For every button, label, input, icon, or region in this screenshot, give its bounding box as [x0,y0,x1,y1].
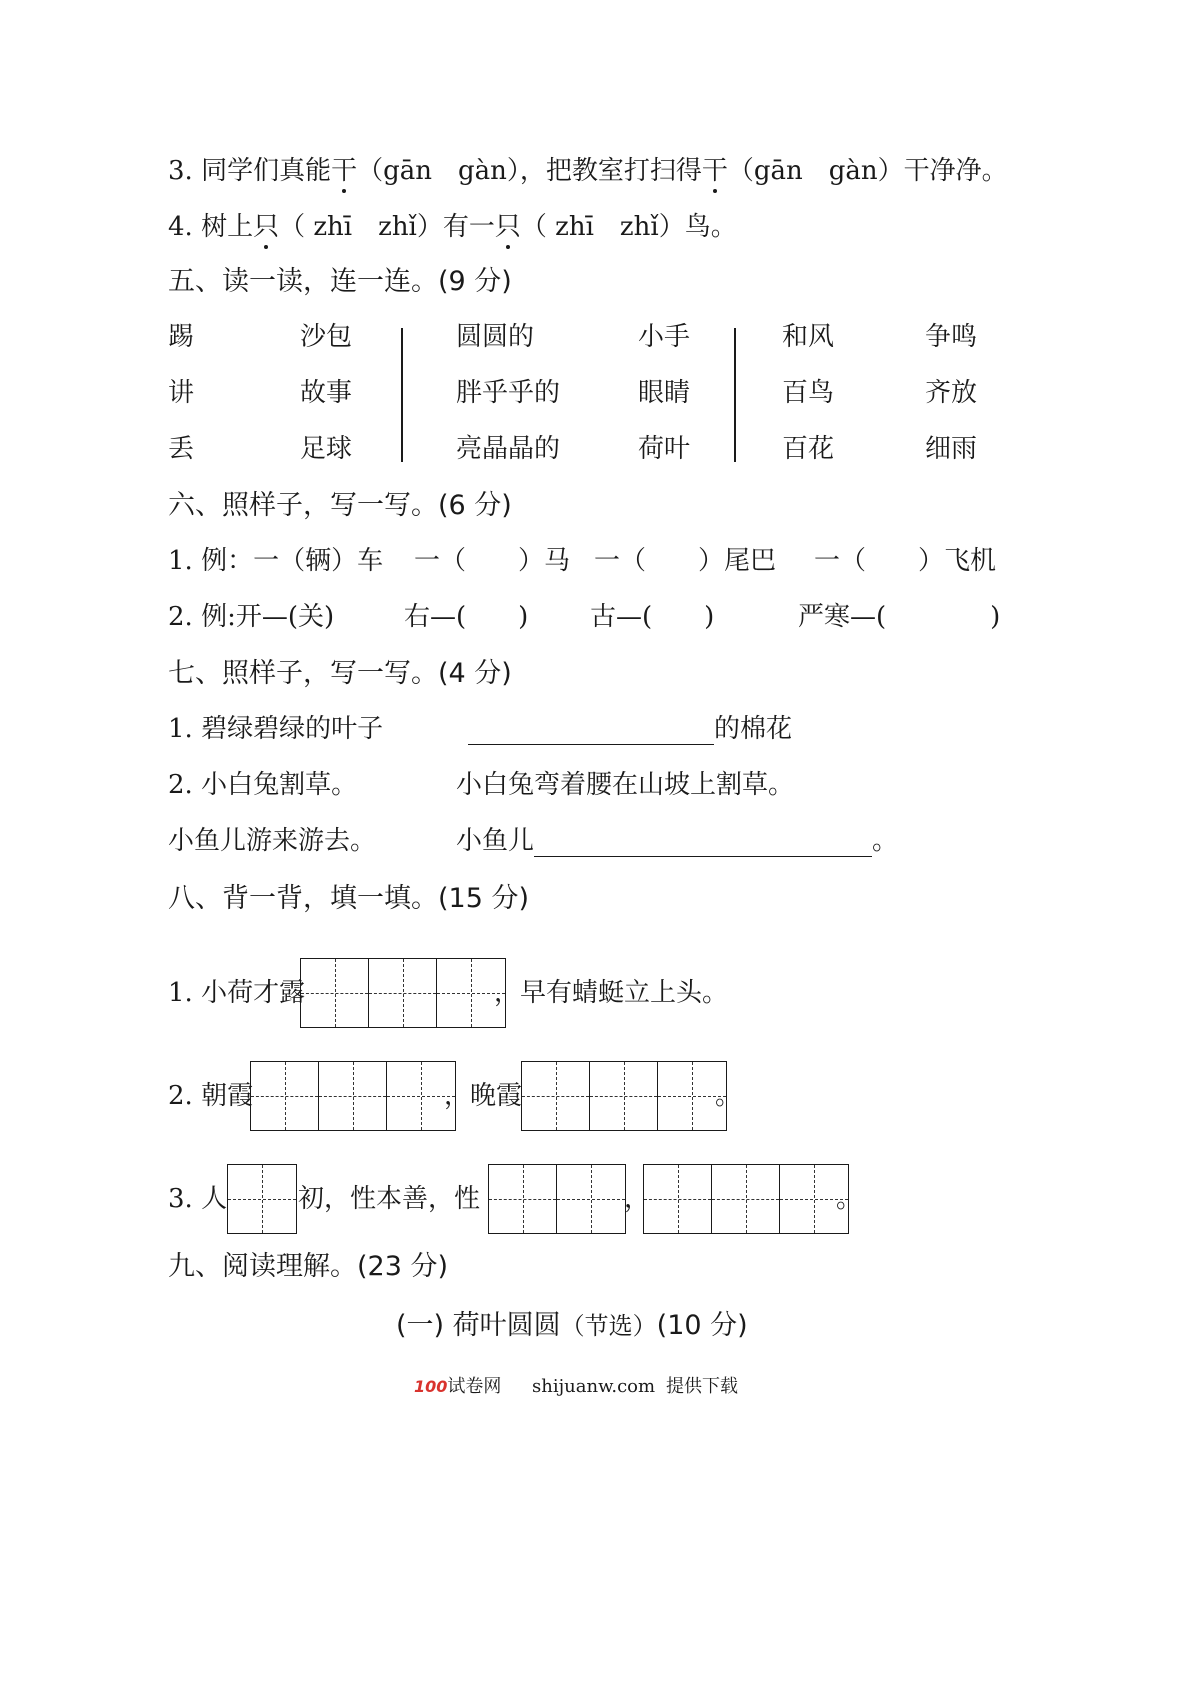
q4-dotted-char-1: 只 [253,212,280,242]
q4-text-d: （ zhī zhǐ）鸟。 [520,212,737,242]
grid-cell[interactable] [644,1165,712,1233]
s8-p3-grid-2[interactable] [488,1164,626,1234]
s8-p3-suffix: 。 [836,1184,863,1214]
footer-tagline: 提供下载 [666,1376,738,1397]
match-r0-c1: 沙包 [300,322,353,352]
match-r0-c4: 和风 [782,322,835,352]
grid-cell[interactable] [557,1165,625,1233]
section-8-title: 八、背一背，填一填。(15 分) [168,883,530,914]
s7-l2-expanded: 小白兔弯着腰在山坡上割草。 [456,770,795,800]
q4-dotted-char-2: 只 [494,212,521,242]
grid-cell[interactable] [590,1062,658,1130]
s9-passage-title [396,1309,748,1343]
match-r2-c3: 荷叶 [638,434,691,464]
s9-passage-score: (10 分) [656,1310,748,1341]
s8-p2-grid-1[interactable] [250,1061,456,1131]
s8-p3-prefix: 3. 人 [168,1184,228,1214]
grid-cell[interactable] [712,1165,780,1233]
s6-l2-blank-2: 古—( ) [590,602,715,632]
section-9-title: 九、阅读理解。(23 分) [168,1251,449,1282]
footer-brand [414,1376,501,1398]
s7-l3-suffix: 。 [872,826,899,856]
match-r2-c5: 细雨 [925,434,978,464]
footer-domain[interactable]: shijuanw.com [532,1376,656,1397]
s7-l1-blank-line[interactable] [468,718,714,745]
q3-text-b: （gān gàn），把教室打扫得 [357,156,702,186]
q4-text-a: 4. 树上 [168,212,254,242]
match-r1-c4: 百鸟 [782,378,835,408]
s8-p1-suffix: ，早有蜻蜓立上头。 [494,978,729,1008]
s8-p2-suffix: 。 [715,1081,742,1111]
question-3-line [168,155,1008,187]
s8-p1-prefix: 1. 小荷才露 [168,978,306,1008]
q3-dotted-char-2: 干 [701,156,728,186]
s6-l1-blank-2: 一（ ）尾巴 [594,546,777,576]
q4-text-b: （ zhī zhǐ）有一 [279,212,495,242]
match-r0-c5: 争鸣 [925,322,978,352]
s7-l1-answer [468,713,792,745]
q3-text-d: （gān gàn）干净净。 [727,156,1008,186]
question-4-line [168,211,737,243]
grid-cell[interactable] [369,959,437,1027]
s7-l3-prefix: 小鱼儿 [456,826,535,856]
s6-l1-blank-3: 一（ ）飞机 [814,546,997,576]
match-r2-c2: 亮晶晶的 [456,434,561,464]
site-logo: 100 [414,1377,448,1396]
s7-l3-blank-line[interactable] [534,830,872,857]
match-r1-c0: 讲 [168,378,195,408]
match-divider-2 [734,328,736,462]
s8-p3-comma: ， [624,1184,651,1214]
s8-p3-middle: 初，性本善，性 [298,1184,481,1214]
s7-l1-suffix: 的棉花 [714,714,793,744]
s7-l2-example: 2. 小白兔割草。 [168,770,358,800]
section-6-title: 六、照样子，写一写。(6 分) [168,490,512,521]
s8-p3-grid-1[interactable] [227,1164,297,1234]
s9-passage-note: （节选） [560,1312,657,1340]
match-r1-c1: 故事 [300,378,353,408]
q3-text-a: 3. 同学们真能 [168,156,332,186]
s6-l2-blank-3: 严寒—( ) [798,602,1001,632]
s7-l3-answer [456,825,898,857]
s8-p2-prefix: 2. 朝霞 [168,1081,254,1111]
match-r0-c2: 圆圆的 [456,322,535,352]
match-r0-c3: 小手 [638,322,691,352]
grid-cell[interactable] [319,1062,387,1130]
s6-l1-blank-1: 一（ ）马 [414,546,571,576]
grid-cell[interactable] [522,1062,590,1130]
match-r2-c4: 百花 [782,434,835,464]
match-r2-c1: 足球 [300,434,353,464]
match-r0-c0: 踢 [168,322,195,352]
match-r2-c0: 丢 [168,434,195,464]
match-r1-c2: 胖乎乎的 [456,378,561,408]
q3-dotted-char-1: 干 [331,156,358,186]
s6-l1-example: 1. 例：一（辆）车 [168,546,384,576]
match-r1-c3: 眼睛 [638,378,691,408]
grid-cell[interactable] [251,1062,319,1130]
section-5-title: 五、读一读，连一连。(9 分) [168,266,512,297]
footer-site-name: 试卷网 [447,1376,502,1397]
match-r1-c5: 齐放 [925,378,978,408]
grid-cell[interactable] [489,1165,557,1233]
s8-p2-grid-2[interactable] [521,1061,727,1131]
s6-l2-example: 2. 例:开—(关) [168,602,335,632]
s8-p1-grid[interactable] [300,958,506,1028]
grid-cell[interactable] [301,959,369,1027]
s8-p2-middle: ，晚霞 [444,1081,523,1111]
section-7-title: 七、照样子，写一写。(4 分) [168,658,512,689]
s6-l2-blank-1: 右—( ) [404,602,529,632]
s7-l3-sentence: 小鱼儿游来游去。 [168,826,377,856]
s7-l1-example: 1. 碧绿碧绿的叶子 [168,714,384,744]
s8-p3-grid-3[interactable] [643,1164,849,1234]
match-divider-1 [401,328,403,462]
s9-passage-name: (一) 荷叶圆圆 [396,1310,561,1341]
grid-cell[interactable] [228,1165,296,1233]
